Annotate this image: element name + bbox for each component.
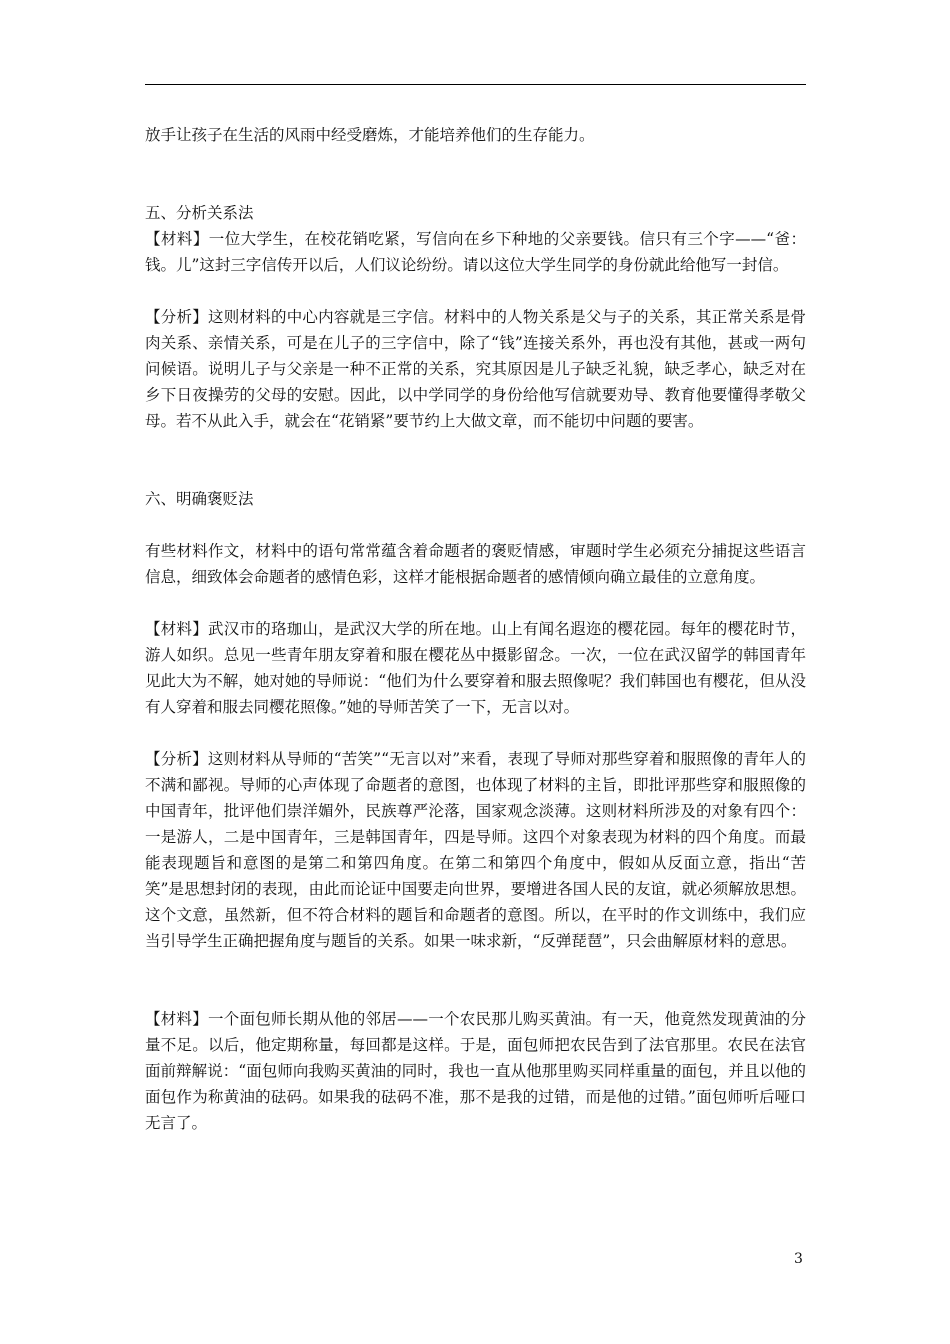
intro-paragraph: 有些材料作文，材料中的语句常常蕴含着命题者的褒贬情感，审题时学生必须充分捕捉这些语言信息，细致体会命题者的感情色彩，这样才能根据命题者的感情倾向确立最佳的立意角度。 bbox=[145, 542, 806, 586]
analysis-paragraph: 【分析】这则材料的中心内容就是三字信。材料中的人物关系是父与子的关系，其正常关系是骨肉关系、亲情关系，可是在儿子的三字信中，除了“钱”连接关系外，再也没有其他，甚或一两句问候语。说明儿子与父亲是一种不正常的关系，究其原因是儿子缺乏礼貌，缺乏孝心，缺乏对在乡下日夜操劳的父母的安慰。因此，以中学同学的身份给他写信就要劝导、教育他要懂得孝敬父母。若不从此入手，就会在“花销紧”要节约上大做文章，而不能切中问题的要害。 bbox=[145, 308, 806, 430]
page-number: 3 bbox=[794, 1251, 803, 1267]
material-paragraph: 【材料】一个面包师长期从他的邻居——一个农民那儿购买黄油。有一天，他竟然发现黄油的分量不足。以后，他定期称量，每回都是这样。于是，面包师把农民告到了法官那里。农民在法官面前辩解说：“面包师向我购买黄油的同时，我也一直从他那里购买同样重量的面包，并且以他的面包作为称黄油的砝码。如果我的砝码不准，那不是我的过错，而是他的过错。”面包师听后哑口无言了。 bbox=[145, 1010, 806, 1132]
paragraph-conclusion: 放手让孩子在生活的风雨中经受磨炼，才能培养他们的生存能力。 bbox=[145, 126, 595, 144]
document-body bbox=[145, 122, 806, 1136]
material-paragraph: 【材料】武汉市的珞珈山，是武汉大学的所在地。山上有闻名遐迩的樱花园。每年的樱花时节，游人如织。总见一些青年朋友穿着和服在樱花丛中摄影留念。一次，一位在武汉留学的韩国青年见此大为不解，她对她的导师说：“他们为什么要穿着和服去照像呢？我们韩国也有樱花，但从没有人穿着和服去同樱花照像。”她的导师苦笑了一下，无言以对。 bbox=[145, 620, 806, 716]
material-paragraph: 【材料】一位大学生，在校花销吃紧，写信向在乡下种地的父亲要钱。信只有三个字——“爸：钱。儿”这封三字信传开以后，人们议论纷纷。请以这位大学生同学的身份就此给他写一封信。 bbox=[145, 230, 806, 274]
header-rule bbox=[145, 84, 806, 85]
section-heading-5: 五、分析关系法 bbox=[145, 204, 254, 222]
analysis-paragraph: 【分析】这则材料从导师的“苦笑”“无言以对”来看，表现了导师对那些穿着和服照像的青年人的不满和鄙视。导师的心声体现了命题者的意图，也体现了材料的主旨，即批评那些穿和服照像的中国青年，批评他们崇洋媚外，民族尊严沦落，国家观念淡薄。这则材料所涉及的对象有四个：一是游人，二是中国青年，三是韩国青年，四是导师。这四个对象表现为材料的四个角度。而最能表现题旨和意图的是第二和第四角度。在第二和第四个角度中，假如从反面立意，指出“苦笑”是思想封闭的表现，由此而论证中国要走向世界，要增进各国人民的友谊，就必须解放思想。这个文意，虽然新，但不符合材料的题旨和命题者的意图。所以，在平时的作文训练中，我们应当引导学生正确把握角度与题旨的关系。如果一味求新，“反弹琵琶”，只会曲解原材料的意思。 bbox=[145, 750, 806, 950]
section-heading-6: 六、明确褒贬法 bbox=[145, 490, 254, 508]
